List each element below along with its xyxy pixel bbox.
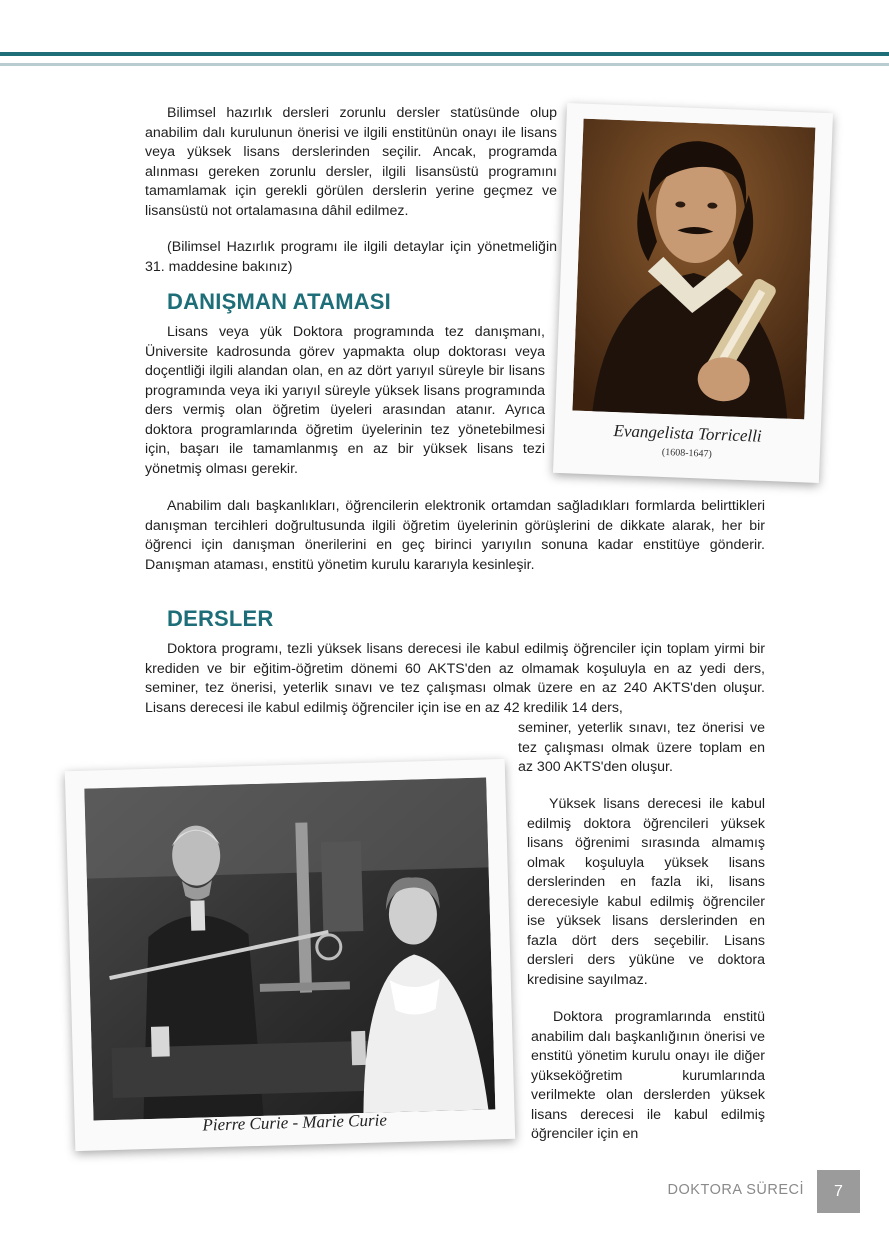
paragraph-doktora-programi-cont: seminer, yeterlik sınavı, tez önerisi ve tez çalışması olmak üzere toplam en az 300 AKTS'den oluşur. bbox=[518, 720, 765, 775]
torricelli-photo-frame bbox=[553, 103, 833, 483]
paragraph-doktora-programi: Doktora programı, tezli yüksek lisans derecesi ile kabul edilmiş öğrenciler için toplam yirmi bir krediden ve bir eğitim-öğretim dönemi 60 AKTS'den az olmamak koşuluyla en az yedi ders, seminer, tez önerisi, yeterlik sınavı ve tez çalışması olmak üzere en az 240 AKTS'den oluşur. Lisans derecesi ile kabul edilmiş öğrenciler için ise en az 42 kredilik 14 ders, bbox=[145, 641, 765, 716]
curie-laboratory-image bbox=[84, 777, 495, 1120]
torricelli-portrait-image bbox=[572, 119, 815, 420]
paragraph-bilimsel-hazirlik: Bilimsel hazırlık dersleri zorunlu dersler statüsünde olup anabilim dalı kurulunun önerisi ve ilgili enstitünün onayı ile lisans veya yüksek lisans derslerinden seçilir. Ancak, programda alınması gereken zorunlu dersler, ilgili lisansüstü programını tamamlamak için gerekli görülen derslerin yerine geçmez ve lisansüstü not ortalamasına dâhil edilmez. bbox=[145, 105, 557, 219]
curie-caption: Pierre Curie - Marie Curie bbox=[202, 1110, 388, 1135]
heading-danisman-atamasi: DANIŞMAN ATAMASI bbox=[167, 289, 391, 314]
curie-photo-frame bbox=[65, 759, 515, 1151]
page-number: 7 bbox=[817, 1170, 860, 1213]
paragraph-enstitu: Doktora programlarında enstitü anabilim dalı başkanlığının önerisi ve enstitü yönetim kurulu onayı ile diğer yükseköğretim kurumlarında verilmekte olan derslerden yüksek lisans derecesi ile kabul edilmiş öğrenciler için en bbox=[531, 1009, 765, 1142]
paragraph-danisman: Lisans veya yük Doktora programında tez danışmanı, Üniversite kadrosunda görev yapmakta olup doktorası veya doçentliği ilgili alandan olan, en az dört yarıyıl süreyle bir lisans programında veya iki yarıyıl süreyle yüksek lisans programında ders vermiş olan öğretim üyeleri arasından atanır. Ayrıca doktora programlarında öğretim üyelerinin tez yönetebilmesi için, başarı ile tamamlanmış en az bir yüksek lisans tezi yönetmiş olması gerekir. bbox=[145, 324, 545, 477]
paragraph-bilimsel-note: (Bilimsel Hazırlık programı ile ilgili detaylar için yönetmeliğin 31. maddesine bakınız) bbox=[145, 239, 557, 275]
paragraph-anabilim: Anabilim dalı başkanlıkları, öğrencilerin elektronik ortamdan sağladıkları formlarda belirttikleri danışman tercihleri doğrultusunda ilgili öğretim üyelerinin görüşlerini de dikkate alarak, her bir öğrenci için danışman önerilerini en geç birinci yarıyılın sonuna kadar enstitüye gönderir. Danışman ataması, enstitü yönetim kurulu kararıyla kesinleşir. bbox=[145, 498, 765, 573]
header-rule-light bbox=[0, 63, 889, 66]
torricelli-years: (1608-1647) bbox=[661, 446, 713, 460]
header-rule-dark bbox=[0, 52, 889, 56]
paragraph-yuksek-lisans: Yüksek lisans derecesi ile kabul edilmiş doktora öğrencileri yüksek lisans öğrenimi sırasında almamış olmak koşuluyla yüksek lisans derslerinden en fazla iki, lisans derecesiyle kabul edilmiş öğrenciler ise yüksek lisans derslerinden en fazla dört ders seçebilir. Lisans dersleri ders yüküne ve doktora kredisine sayılmaz. bbox=[527, 796, 765, 988]
torricelli-caption: Evangelista Torricelli bbox=[613, 421, 762, 446]
heading-dersler: DERSLER bbox=[167, 606, 274, 631]
footer-section-title: DOKTORA SÜRECİ bbox=[667, 1182, 804, 1198]
